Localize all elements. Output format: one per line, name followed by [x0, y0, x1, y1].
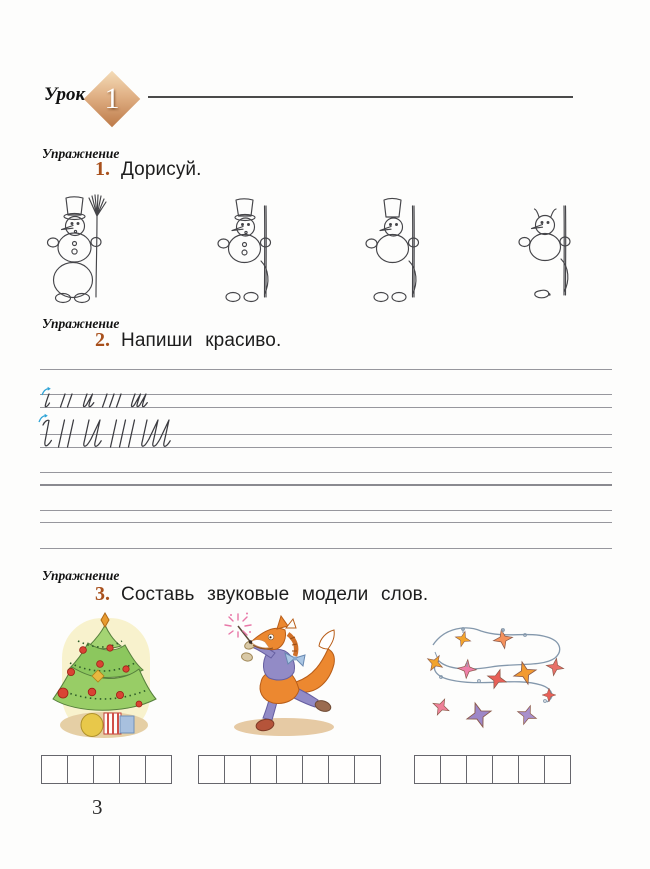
header-rule [148, 96, 573, 98]
sound-cell [198, 755, 225, 784]
page-number: 3 [92, 795, 103, 819]
sound-cell [145, 755, 172, 784]
fox-sparkler-image [222, 612, 370, 742]
ruled-line [40, 510, 612, 511]
exercise-3-number: 3. [95, 583, 110, 605]
ruled-line [40, 522, 612, 523]
sound-cell [250, 755, 277, 784]
christmas-tree-image [46, 612, 164, 746]
sound-model-boxes [198, 755, 381, 784]
exercise-3-task: Составь звуковые модели слов. [121, 584, 429, 605]
exercise-1-task: Дорисуй. [121, 159, 202, 180]
sound-cell [440, 755, 467, 784]
sound-cell [224, 755, 251, 784]
ruled-line [40, 548, 612, 549]
exercise-1-heading [95, 158, 202, 181]
ruled-line [40, 484, 612, 486]
sound-cell [67, 755, 94, 784]
sound-cell [544, 755, 571, 784]
sound-model-boxes [414, 755, 571, 784]
sound-cell [276, 755, 303, 784]
sound-cell [492, 755, 519, 784]
exercise-2-label: Упражнение [42, 316, 120, 331]
sound-cell [119, 755, 146, 784]
snowman-1-image [38, 194, 112, 308]
ruled-line [40, 369, 612, 370]
sound-cell [302, 755, 329, 784]
sound-cell [414, 755, 441, 784]
sound-cell [466, 755, 493, 784]
lesson-label: Урок [44, 84, 86, 105]
snowman-4-image [514, 194, 590, 308]
star-garland-image [415, 615, 580, 747]
exercise-2-heading [95, 329, 281, 352]
snowman-2-image [212, 194, 278, 308]
exercise-3-heading [95, 583, 428, 606]
sound-cell [41, 755, 68, 784]
exercise-1-number: 1. [95, 158, 110, 180]
ruled-line [40, 472, 612, 473]
handwriting-sample [36, 384, 246, 456]
sound-model-boxes [41, 755, 172, 784]
sound-cell [328, 755, 355, 784]
exercise-1-label: Упражнение [42, 146, 120, 161]
lesson-number-diamond [84, 71, 141, 128]
exercise-3-label: Упражнение [42, 568, 120, 583]
snowman-3-image [360, 194, 426, 308]
exercise-2-number: 2. [95, 329, 110, 351]
sound-cell [354, 755, 381, 784]
sound-cell [518, 755, 545, 784]
exercise-2-task: Напиши красиво. [121, 330, 282, 351]
sound-cell [93, 755, 120, 784]
lesson-number: 1 [104, 82, 120, 115]
